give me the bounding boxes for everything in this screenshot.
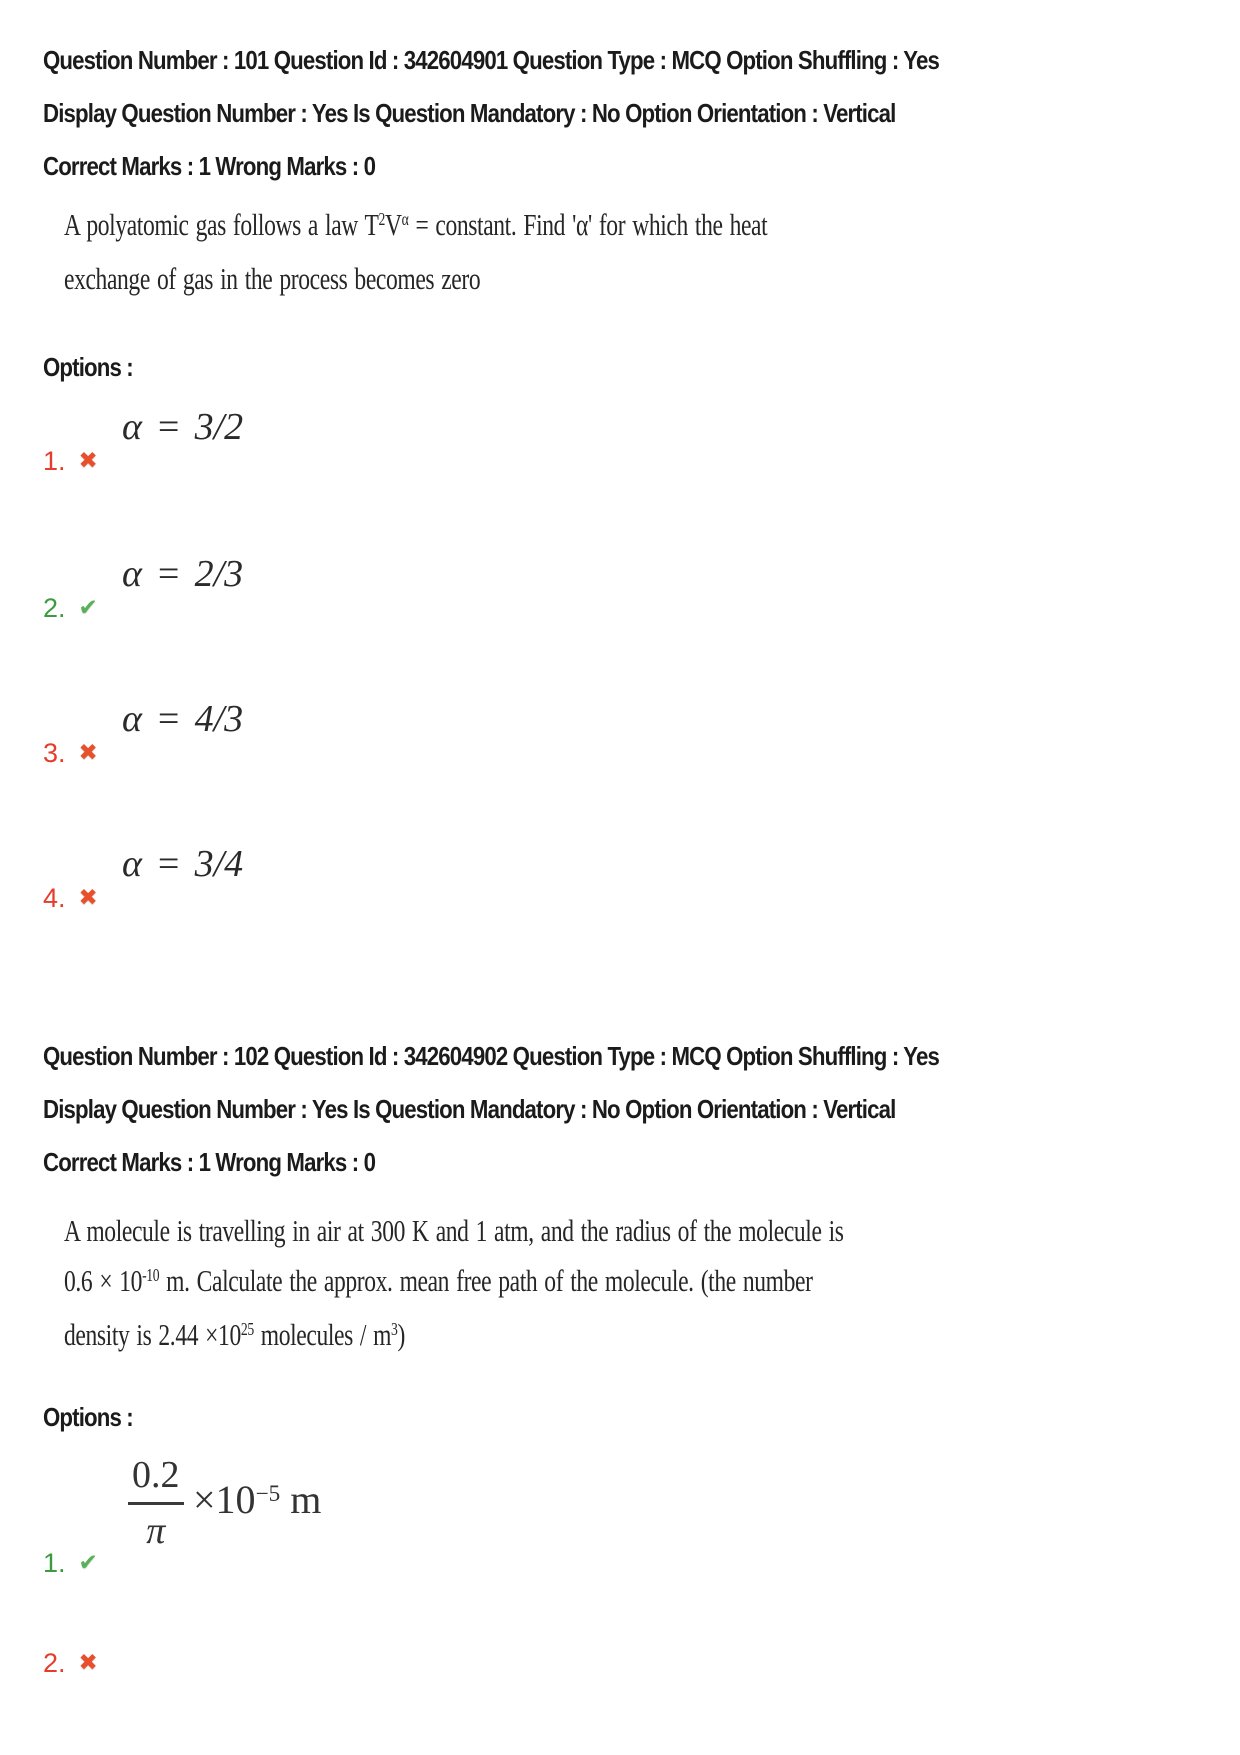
option-number: 2. (43, 1648, 66, 1678)
option-number: 3. (43, 738, 66, 768)
option-marker (43, 885, 98, 912)
question-text-line: $0.6 \times 10^{-10}$ m. Calculate the approx. mean free path of the molecule. (the number (64, 1263, 813, 1298)
option-marker (43, 1550, 98, 1577)
exponent: −5 (255, 1481, 281, 1508)
option-number: 1. (43, 446, 66, 476)
option-math: α = 3/4 (122, 843, 244, 885)
option-math: α = 3/2 (122, 406, 244, 448)
question-text-line: density is $2.44 \times 10^{25}$ molecules / $m^3$) (64, 1317, 405, 1352)
check-icon: ✔ (78, 595, 98, 621)
option-math: α = 4/3 (122, 698, 244, 740)
options-label: Options : (43, 1402, 133, 1432)
option-row-4 (43, 841, 543, 936)
question-text-line: exchange of gas in the process becomes zero (64, 261, 481, 296)
cross-icon: ✖ (78, 885, 98, 911)
option-number: 1. (43, 1548, 66, 1578)
question-text-line: A molecule is travelling in air at 300 K and 1 atm, and the radius of the molecule is (64, 1213, 844, 1248)
option-marker (43, 1650, 98, 1677)
question-101-text (64, 200, 989, 304)
options-label: Options : (43, 352, 133, 382)
fraction (128, 1448, 184, 1557)
cross-icon: ✖ (78, 740, 98, 766)
question-101-header (43, 34, 1091, 193)
question-meta-line: Question Number : 101 Question Id : 342604901 Question Type : MCQ Option Shuffling : Yes (43, 45, 940, 75)
question-meta-line: Question Number : 102 Question Id : 342604902 Question Type : MCQ Option Shuffling : Yes (43, 1041, 940, 1071)
fraction-denominator: π (146, 1510, 166, 1552)
option-math: α = 2/3 (122, 553, 244, 595)
option-row-2 (43, 551, 543, 646)
question-meta-line: Display Question Number : Yes Is Question Mandatory : No Option Orientation : Vertical (43, 98, 896, 128)
question-meta-line: Correct Marks : 1 Wrong Marks : 0 (43, 151, 376, 181)
fraction-numerator: 0.2 (128, 1448, 184, 1505)
question-102-header (43, 1030, 1091, 1189)
option-row-2 (43, 1650, 543, 1745)
option-marker (43, 448, 98, 475)
check-icon: ✔ (78, 1550, 98, 1576)
question-text-line: A polyatomic gas follows a law $T^2V^\alpha$ = constant. Find 'α' for which the heat (64, 207, 768, 242)
option-row-3 (43, 696, 543, 791)
question-meta-line: Display Question Number : Yes Is Question Mandatory : No Option Orientation : Vertical (43, 1094, 896, 1124)
option-number: 4. (43, 883, 66, 913)
unit: m (290, 1477, 322, 1522)
option-marker (43, 595, 98, 622)
question-meta-line: Correct Marks : 1 Wrong Marks : 0 (43, 1147, 376, 1177)
cross-icon: ✖ (78, 448, 98, 474)
option-row-1 (43, 404, 543, 499)
option-math (193, 1476, 321, 1530)
option-marker (43, 740, 98, 767)
multiplier: ×10 (193, 1477, 256, 1522)
question-102-text (64, 1206, 1090, 1364)
cross-icon: ✖ (78, 1650, 98, 1676)
option-number: 2. (43, 593, 66, 623)
